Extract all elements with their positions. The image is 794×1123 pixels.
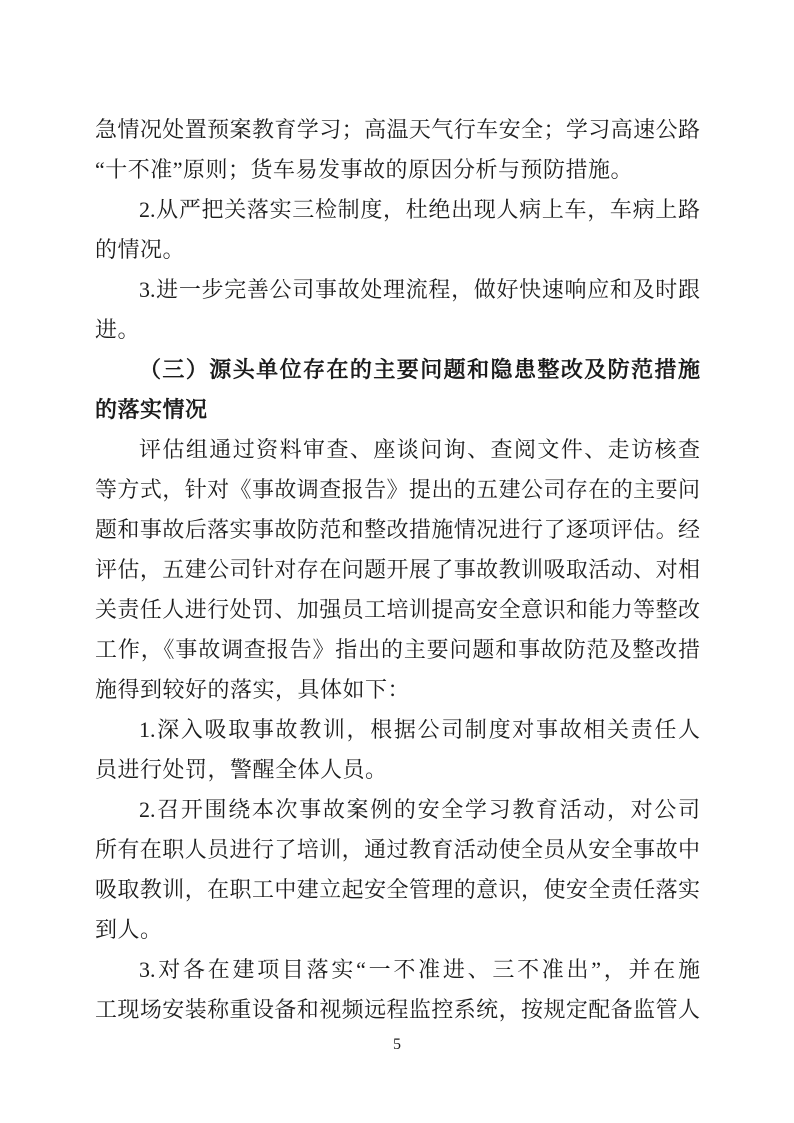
- text-line: 到人。: [95, 917, 163, 942]
- text-line: “十不准”原则；货车易发事故的原因分析与预防措施。: [95, 157, 634, 182]
- text-line: 2.从严把关落实三检制度，杜绝出现人病上车，车病上路: [139, 197, 700, 222]
- text-line: 题和事故后落实事故防范和整改措施情况进行了逐项评估。经: [95, 517, 700, 542]
- text-line: 所有在职人员进行了培训，通过教育活动使全员从安全事故中: [95, 837, 700, 862]
- text-line: 评估组通过资料审查、座谈问询、查阅文件、走访核查: [139, 437, 700, 462]
- text-line: 急情况处置预案教育学习；高温天气行车安全；学习高速公路: [95, 117, 700, 142]
- text-line: 3.对各在建项目落实“一不准进、三不准出”，并在施: [139, 957, 700, 982]
- section-heading-line: （三）源头单位存在的主要问题和隐患整改及防范措施: [139, 357, 700, 382]
- text-line: 施得到较好的落实，具体如下：: [95, 677, 411, 702]
- text-line: 的情况。: [95, 237, 186, 262]
- text-line: 1.深入吸取事故教训，根据公司制度对事故相关责任人: [139, 717, 700, 742]
- text-line: 评估，五建公司针对存在问题开展了事故教训吸取活动、对相: [95, 557, 700, 582]
- section-heading-line: 的落实情况: [95, 397, 208, 422]
- text-line: 吸取教训，在职工中建立起安全管理的意识，使安全责任落实: [95, 877, 700, 902]
- text-line: 等方式，针对《事故调查报告》提出的五建公司存在的主要问: [95, 477, 700, 502]
- text-line: 工现场安装称重设备和视频远程监控系统，按规定配备监管人: [95, 997, 700, 1022]
- text-line: 关责任人进行处罚、加强员工培训提高安全意识和能力等整改: [95, 597, 700, 622]
- text-line: 2.召开围绕本次事故案例的安全学习教育活动，对公司: [139, 797, 700, 822]
- text-line: 工作，《事故调查报告》指出的主要问题和事故防范及整改措: [95, 637, 700, 662]
- document-body: [95, 110, 700, 1030]
- text-line: 3.进一步完善公司事故处理流程，做好快速响应和及时跟: [139, 277, 700, 302]
- page-number: 5: [393, 1036, 401, 1053]
- text-line: 员进行处罚，警醒全体人员。: [95, 757, 388, 782]
- text-line: 进。: [95, 317, 141, 342]
